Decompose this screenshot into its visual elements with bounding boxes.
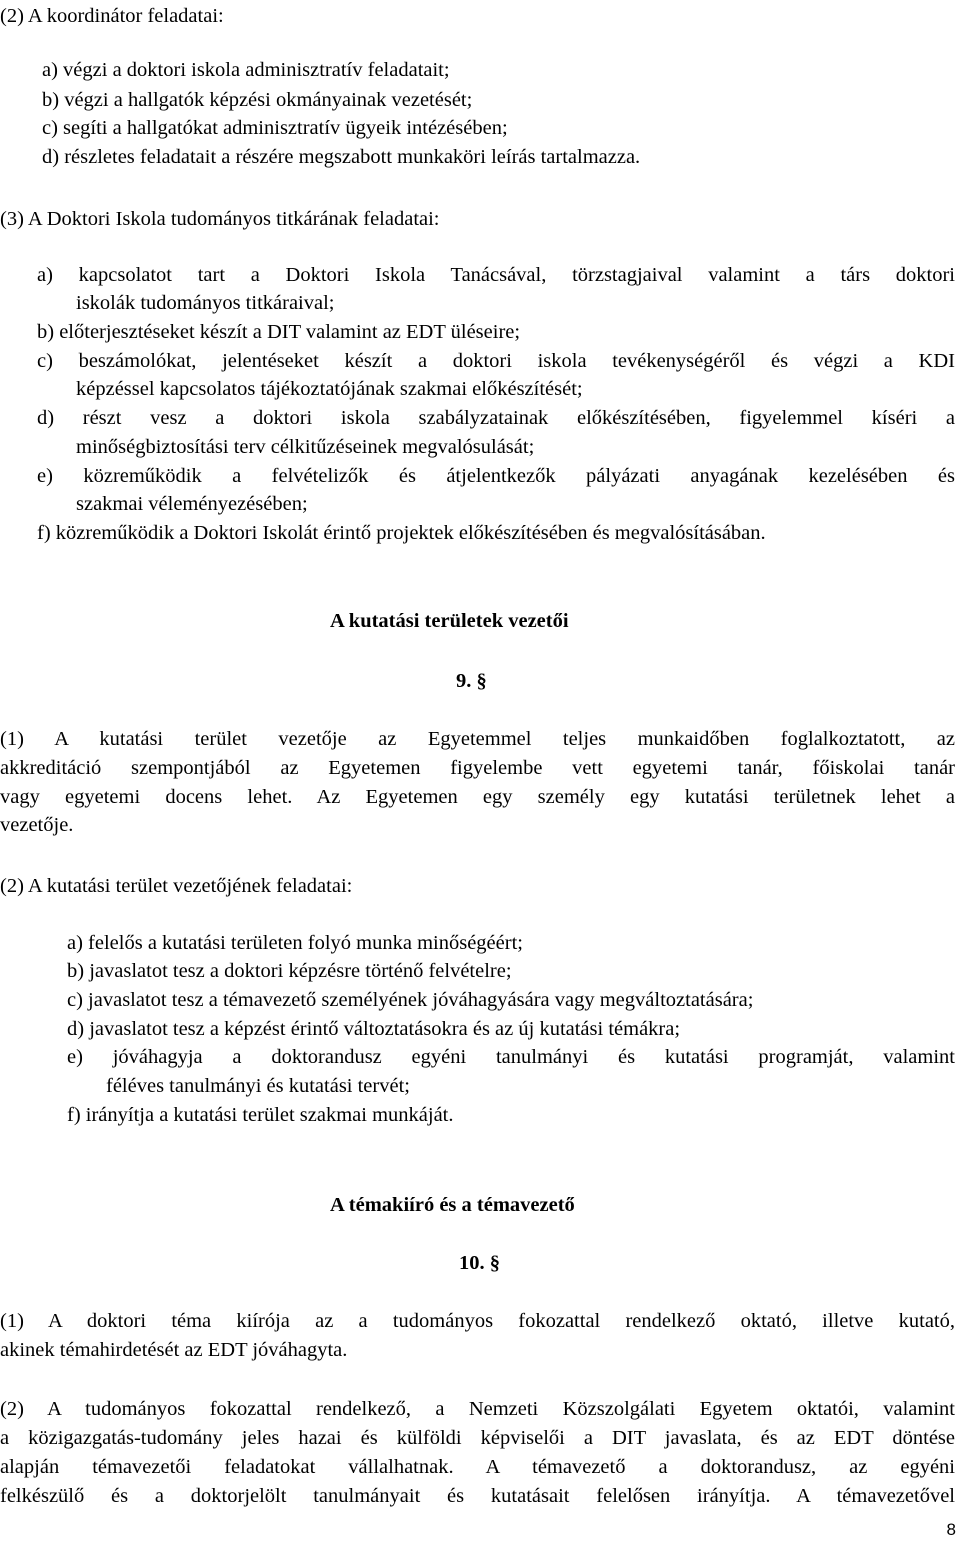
kutatasi-p1-line1: (1) A kutatási terület vezetője az Egyetemmel teljes munkaidőben foglalkoztatott, az: [0, 728, 955, 750]
temavezeto-p2-line3: alapján témavezetői feladatokat vállalhatnak. A témavezető a doktorandusz, az egyéni: [0, 1456, 955, 1478]
titkar-item-a-line2: iskolák tudományos titkáraival;: [76, 292, 335, 314]
koordinator-item-d: d) részletes feladatait a részére megszabott munkaköri leírás tartalmazza.: [42, 146, 641, 168]
temavezeto-section-number: 10. §: [459, 1252, 500, 1274]
titkar-item-f: f) közreműködik a Doktori Iskolát érintő projektek előkészítésében és megvalósításában.: [37, 522, 766, 544]
temavezeto-p2-line2: a közigazgatás-tudomány jeles hazai és külföldi képviselői a DIT javaslata, és az EDT döntése: [0, 1427, 955, 1449]
titkar-item-d-line1: d) részt vesz a doktori iskola szabályzatainak előkészítésében, figyelemmel kíséri a: [37, 407, 955, 429]
koordinator-item-a: a) végzi a doktori iskola adminisztratív feladatait;: [42, 59, 450, 81]
kutatasi-p1-line2: akkreditáció szempontjából az Egyetemen figyelembe vett egyetemi tanár, főiskolai tanár: [0, 757, 955, 779]
kutatasi-item-e-line2: féléves tanulmányi és kutatási tervét;: [106, 1075, 410, 1097]
temavezeto-p1-line2: akinek témahirdetését az EDT jóváhagyta.: [0, 1339, 348, 1361]
titkar-item-d-line2: minőségbiztosítási terv célkitűzéseinek megvalósulását;: [76, 436, 535, 458]
titkar-item-e-line1: e) közreműködik a felvételizők és átjelentkezők pályázati anyagának kezelésében és: [37, 465, 955, 487]
titkar-item-c-line1: c) beszámolókat, jelentéseket készít a doktori iskola tevékenységéről és végzi a KDI: [37, 350, 955, 372]
kutatasi-p1-line3: vagy egyetemi docens lehet. Az Egyetemen egy személy egy kutatási területnek lehet a: [0, 786, 955, 808]
kutatasi-section-number: 9. §: [456, 670, 487, 692]
koordinator-item-b: b) végzi a hallgatók képzési okmányainak vezetését;: [42, 89, 473, 111]
temavezeto-p2-line4: felkészülő és a doktorjelölt tanulmányait és kutatásait felelősen irányítja. A témavezetővel: [0, 1485, 955, 1507]
kutatasi-item-c: c) javaslatot tesz a témavezető személyének jóváhagyására vagy megváltoztatására;: [67, 989, 754, 1011]
titkar-item-b: b) előterjesztéseket készít a DIT valamint az EDT üléseire;: [37, 321, 521, 343]
kutatasi-item-a: a) felelős a kutatási területen folyó munka minőségéért;: [67, 932, 523, 954]
kutatasi-item-e-line1: e) jóváhagyja a doktorandusz egyéni tanulmányi és kutatási programját, valamint: [67, 1046, 955, 1068]
kutatasi-item-f: f) irányítja a kutatási terület szakmai munkáját.: [67, 1104, 454, 1126]
temavezeto-p1-line1: (1) A doktori téma kiírója az a tudományos fokozattal rendelkező oktató, illetve kutató,: [0, 1310, 955, 1332]
temavezeto-p2-line1: (2) A tudományos fokozattal rendelkező, a Nemzeti Közszolgálati Egyetem oktatói, valamint: [0, 1398, 955, 1420]
koordinator-item-c: c) segíti a hallgatókat adminisztratív ügyeik intézésében;: [42, 117, 508, 139]
titkar-item-e-line2: szakmai véleményezésében;: [76, 493, 308, 515]
temavezeto-title: A témakiíró és a témavezető: [330, 1194, 575, 1216]
titkar-heading: (3) A Doktori Iskola tudományos titkárának feladatai:: [0, 208, 440, 230]
page-number: 8: [946, 1520, 956, 1539]
kutatasi-p2-heading: (2) A kutatási terület vezetőjének feladatai:: [0, 875, 353, 897]
kutatasi-item-b: b) javaslatot tesz a doktori képzésre történő felvételre;: [67, 960, 512, 982]
kutatasi-item-d: d) javaslatot tesz a képzést érintő változtatásokra és az új kutatási témákra;: [67, 1018, 681, 1040]
titkar-item-a-line1: a) kapcsolatot tart a Doktori Iskola Tanácsával, törzstagjaival valamint a társ doktori: [37, 264, 955, 286]
koordinator-heading: (2) A koordinátor feladatai:: [0, 5, 224, 27]
titkar-item-c-line2: képzéssel kapcsolatos tájékoztatójának szakmai előkészítését;: [76, 378, 583, 400]
kutatasi-p1-line4: vezetője.: [0, 814, 74, 836]
kutatasi-title: A kutatási területek vezetői: [330, 610, 569, 632]
